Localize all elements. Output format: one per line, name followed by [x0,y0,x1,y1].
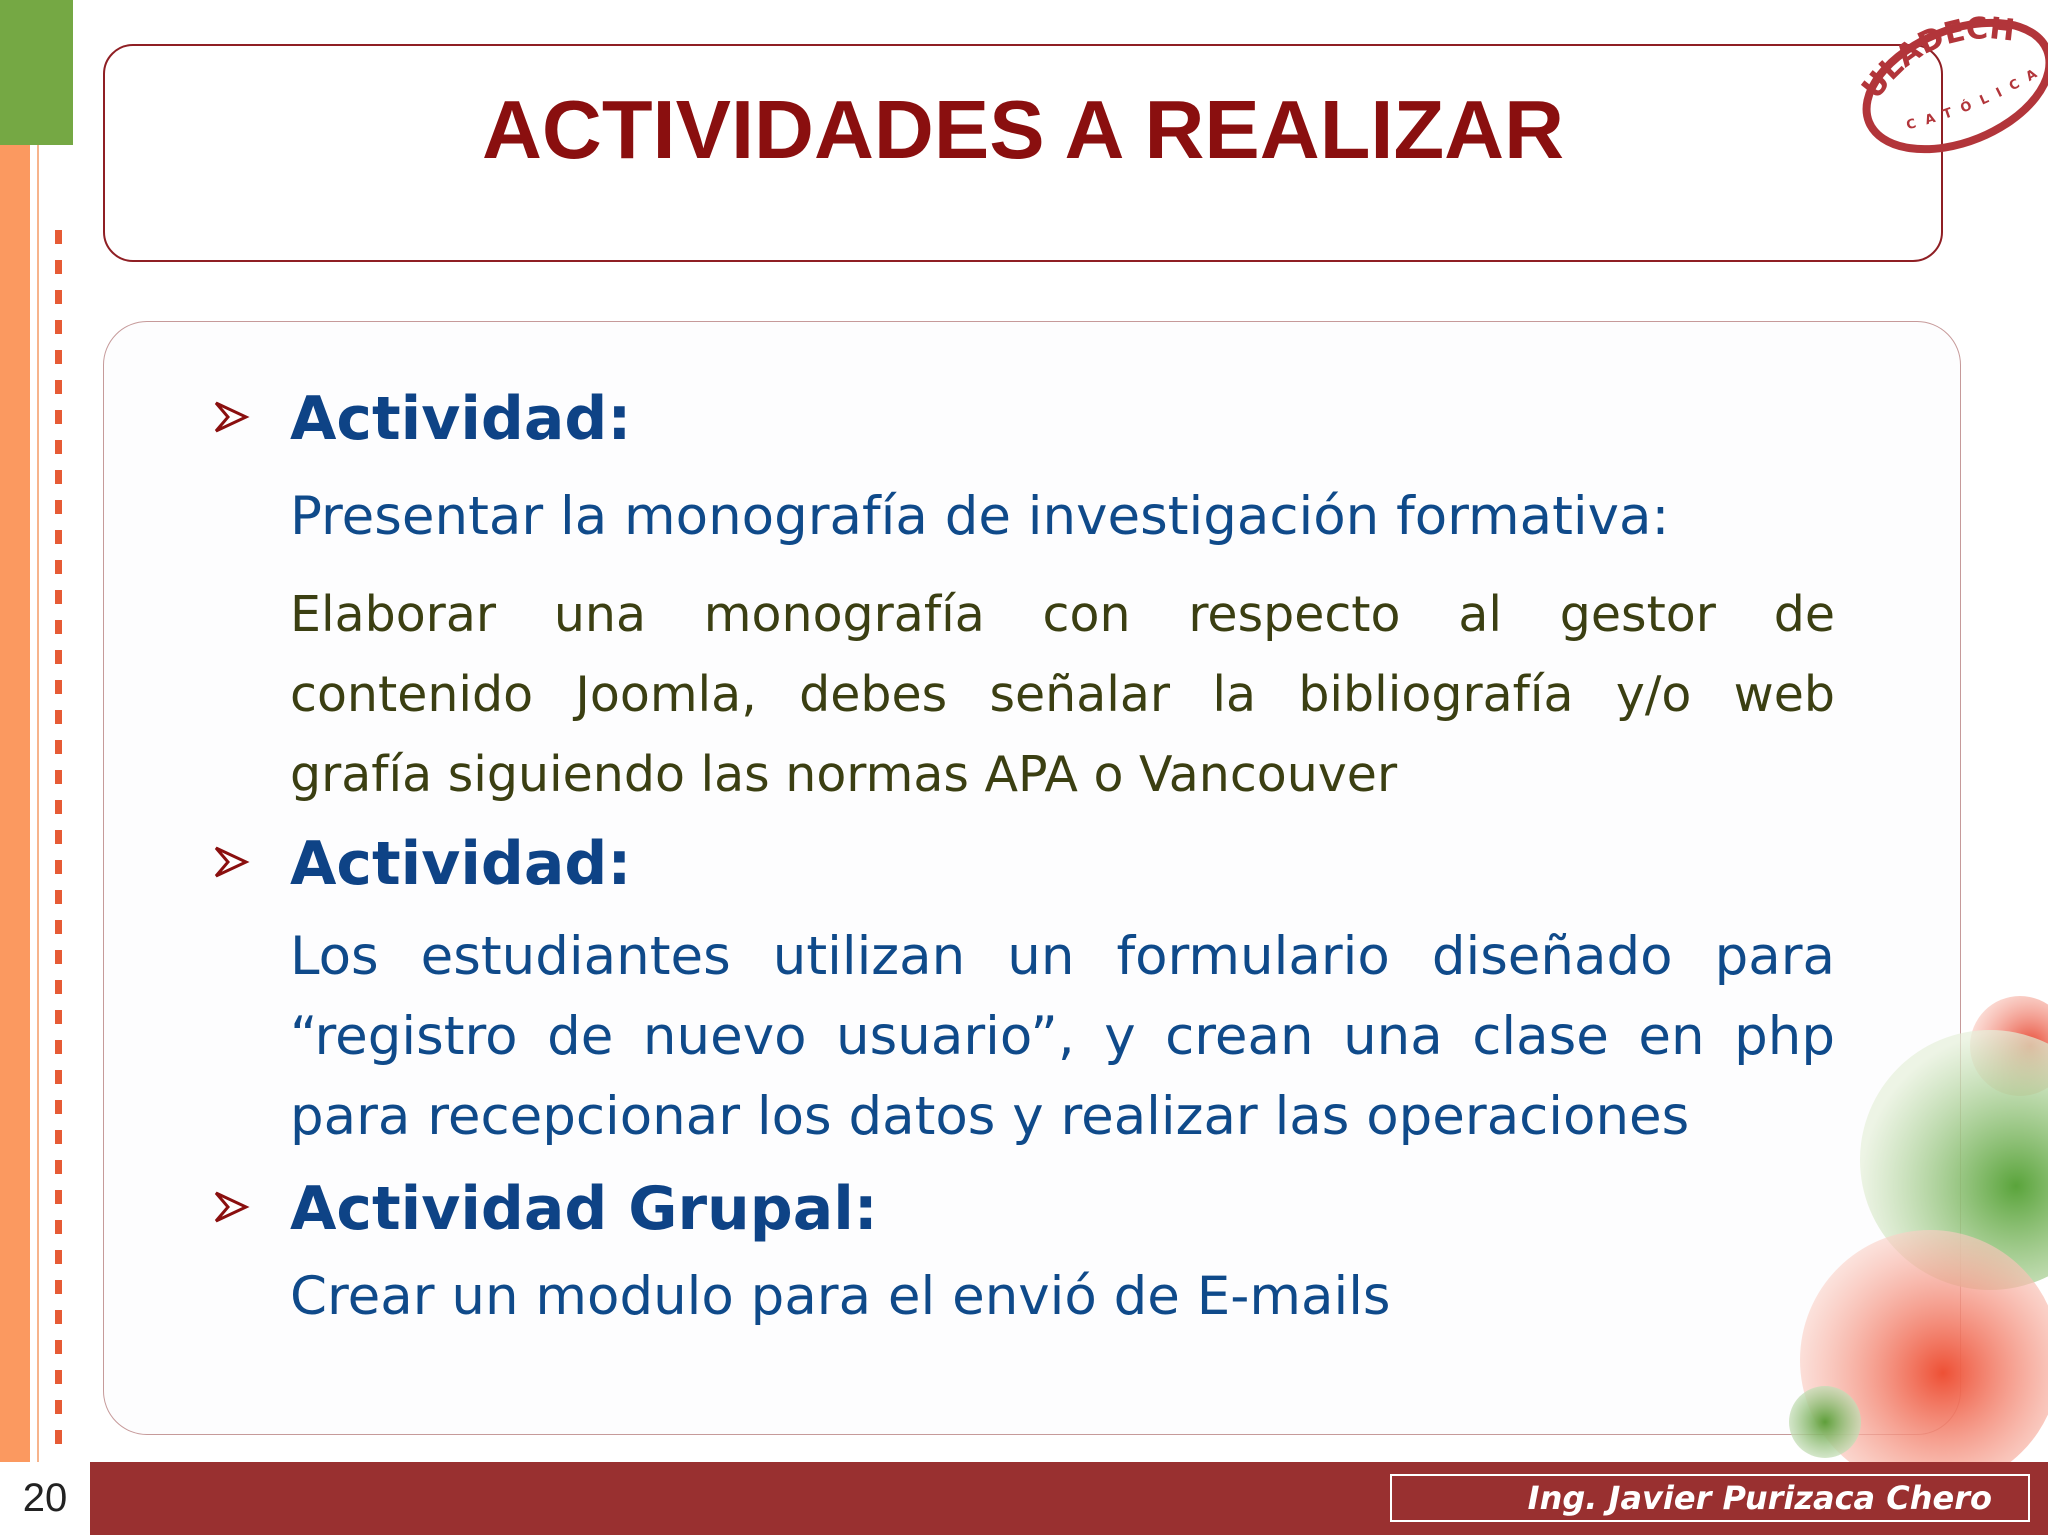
arrow-bullet-icon [212,397,252,437]
author-label: Ing. Javier Purizaca Chero [1390,1474,2030,1522]
logo-sub-text: CATÓLICA [1904,61,2048,134]
left-accent-bar [0,0,30,1462]
section-line: Presentar la monografía de investigación formativa: [290,486,1670,547]
page-number: 20 [0,1462,90,1535]
section-line: para recepcionar los datos y realizar las operaciones [290,1086,1690,1147]
section-line: Los estudiantes utilizan un formulario diseñado para [290,926,1835,987]
logo-main-text: ULADECH [1855,11,2017,106]
section-heading: Actividad Grupal: [290,1174,878,1244]
uladech-logo [1843,6,2048,156]
section-line: Crear un modulo para el envió de E-mails [290,1266,1391,1327]
section-line: grafía siguiendo las normas APA o Vancouver [290,746,1398,803]
section-heading: Actividad: [290,384,632,454]
left-divider-line [37,145,39,1462]
section-line: Elaborar una monografía con respecto al gestor de [290,586,1835,643]
section-line: “registro de nuevo usuario”, y crean una clase en php [290,1006,1835,1067]
decorative-circles [1760,990,2048,1490]
section-line: contenido Joomla, debes señalar la bibliografía y/o web [290,666,1835,723]
arrow-bullet-icon [212,842,252,882]
slide-title: ACTIVIDADES A REALIZAR [481,83,1565,176]
section-heading: Actividad: [290,829,632,899]
left-green-block [0,0,73,145]
arrow-bullet-icon [212,1187,252,1227]
left-dashed-line [55,230,62,1460]
svg-text:CATÓLICA [1905,62,2048,134]
title-box [103,44,1943,262]
